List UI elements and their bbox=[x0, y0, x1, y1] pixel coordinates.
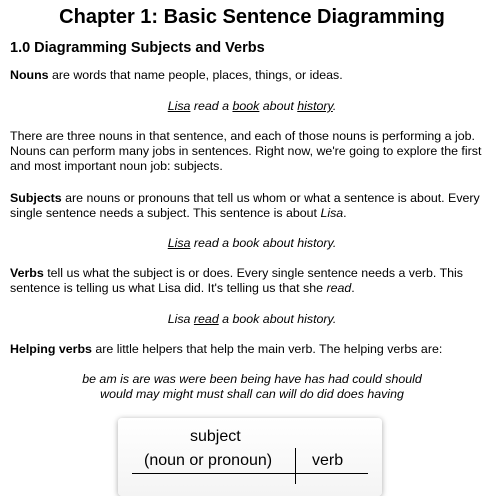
subjects-end: . bbox=[343, 206, 347, 220]
subjects-text: are nouns or pronouns that tell us whom or what a sentence is about. Every single sentence needs a subject. This sentence is about bbox=[10, 191, 480, 220]
example-sentence-1 bbox=[10, 99, 494, 114]
chapter-title: Chapter 1: Basic Sentence Diagramming bbox=[59, 6, 445, 28]
example1-lisa: Lisa bbox=[167, 99, 191, 113]
example1-text-c: . bbox=[332, 99, 337, 113]
subjects-term: Subjects bbox=[10, 191, 62, 205]
nouns-text: are words that name people, places, things, or ideas. bbox=[48, 68, 343, 82]
example3-read: read bbox=[193, 312, 219, 326]
sentence-diagram bbox=[118, 418, 382, 496]
nouns-term: Nouns bbox=[10, 68, 49, 82]
helping-verbs-term: Helping verbs bbox=[10, 342, 92, 356]
diagram-divider-line bbox=[295, 448, 296, 484]
verbs-text: tell us what the subject is or does. Every single sentence needs a verb. This sentence is telling us what Lisa did. It's telling us that she bbox=[10, 266, 463, 295]
example1-book: book bbox=[232, 99, 260, 113]
diagram-verb-label: verb bbox=[312, 452, 344, 469]
example1-text-a: read a bbox=[190, 99, 233, 113]
example3-text-a: Lisa bbox=[167, 312, 194, 326]
example3-text-b: a book about history. bbox=[218, 312, 337, 326]
verbs-paragraph bbox=[10, 266, 494, 296]
verbs-term: Verbs bbox=[10, 266, 44, 280]
diagram-baseline bbox=[132, 473, 368, 474]
diagram-noun-or-pronoun-label: (noun or pronoun) bbox=[144, 452, 273, 469]
example2-text: read a book about history. bbox=[190, 236, 337, 250]
subjects-paragraph bbox=[10, 191, 494, 221]
helping-verbs-paragraph bbox=[10, 342, 494, 357]
example1-text-b: about bbox=[259, 99, 298, 113]
helping-verbs-text: are little helpers that help the main verb. The helping verbs are: bbox=[91, 342, 443, 356]
diagram-subject-label: subject bbox=[190, 428, 241, 445]
example-sentence-2 bbox=[10, 236, 494, 251]
helping-verbs-list-line-1: be am is are was were been being have has had could should bbox=[82, 372, 422, 386]
helping-verbs-list-line-2: would may might must shall can will do did does having bbox=[100, 387, 404, 401]
section-title: 1.0 Diagramming Subjects and Verbs bbox=[10, 40, 265, 56]
example2-lisa: Lisa bbox=[167, 236, 191, 250]
example1-history: history bbox=[297, 99, 333, 113]
subjects-italic: Lisa bbox=[320, 206, 344, 220]
example-sentence-3 bbox=[10, 312, 494, 327]
verbs-end: . bbox=[351, 281, 355, 295]
verbs-italic: read bbox=[326, 281, 352, 295]
nouns-paragraph bbox=[10, 68, 494, 83]
three-nouns-paragraph: There are three nouns in that sentence, and each of those nouns is performing a job. Nouns can perform many jobs in sentences. Right now, we're going to explore the first and most important noun job: subjects. bbox=[10, 129, 482, 173]
